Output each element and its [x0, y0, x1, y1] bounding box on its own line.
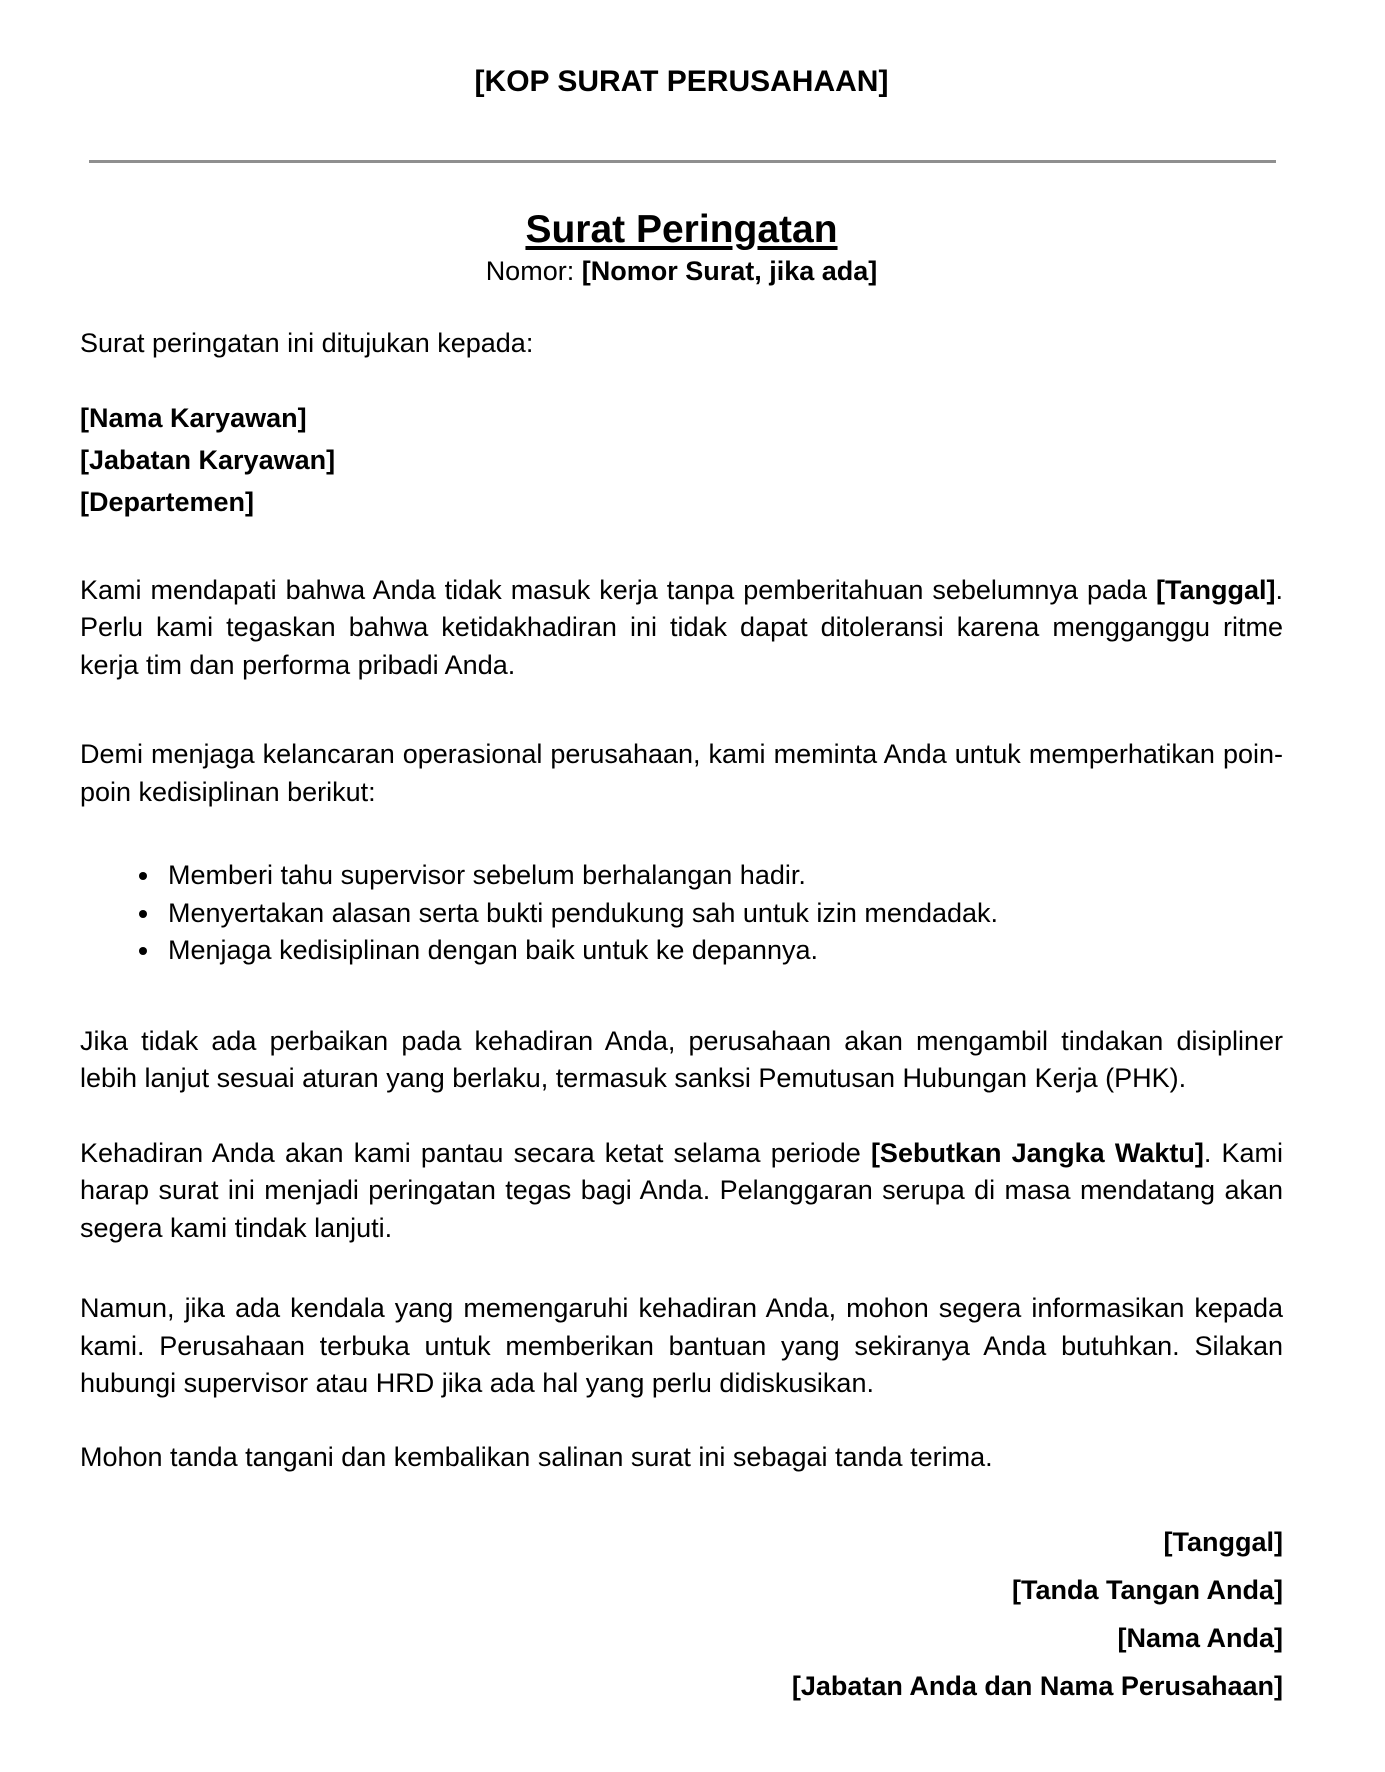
- signoff-name: [Nama Anda]: [1117, 1623, 1283, 1653]
- date-placeholder: [Tanggal]: [1156, 574, 1276, 605]
- discipline-list-item: • Menyertakan alasan serta bukti pendukung sah untuk izin mendadak.: [162, 895, 1283, 933]
- recipient-name: [Nama Karyawan]: [80, 402, 307, 433]
- signoff-position-company: [Jabatan Anda dan Nama Perusahaan]: [791, 1671, 1283, 1701]
- discipline-list: [80, 857, 1283, 970]
- paragraph-absence-text-after: . Perlu kami tegaskan bahwa ketidakhadiran ini tidak dapat ditoleransi karena mengganggu ritme kerja tim dan performa pribadi Anda.: [80, 574, 1283, 680]
- letterhead-divider: [89, 160, 1276, 163]
- paragraph-discipline-intro: Demi menjaga kelancaran operasional perusahaan, kami meminta Anda untuk memperhatikan poin-poin kedisiplinan berikut:: [80, 739, 1283, 807]
- signature-block: [80, 1518, 1283, 1710]
- signoff-signature: [Tanda Tangan Anda]: [1012, 1575, 1283, 1605]
- paragraph-support-offer: Namun, jika ada kendala yang memengaruhi kehadiran Anda, mohon segera informasikan kepada kami. Perusahaan terbuka untuk memberikan bantuan yang sekiranya Anda butuhkan. Silakan hubungi supervisor atau HRD jika ada hal yang perlu didiskusikan.: [80, 1293, 1283, 1398]
- paragraph-sanction-warning: Jika tidak ada perbaikan pada kehadiran Anda, perusahaan akan mengambil tindakan disipliner lebih lanjut sesuai aturan yang berlaku, termasuk sanksi Pemutusan Hubungan Kerja (PHK).: [80, 1025, 1283, 1093]
- discipline-list-item: • Menjaga kedisiplinan dengan baik untuk ke depannya.: [162, 932, 1283, 970]
- discipline-list-item: • Memberi tahu supervisor sebelum berhalangan hadir.: [162, 857, 1283, 895]
- letter-title: Surat Peringatan: [525, 208, 838, 251]
- recipient-position: [Jabatan Karyawan]: [80, 444, 336, 475]
- paragraph-monitoring: [80, 1135, 1283, 1248]
- recipient-block: [80, 397, 1283, 523]
- paragraph-sign-request: Mohon tanda tangani dan kembalikan salinan surat ini sebagai tanda terima.: [80, 1441, 993, 1472]
- letter-number-label: Nomor:: [485, 256, 582, 286]
- letter-number-line: [80, 252, 1283, 290]
- signoff-date: [Tanggal]: [1163, 1527, 1283, 1557]
- paragraph-monitoring-text-before: Kehadiran Anda akan kami pantau secara ketat selama periode: [80, 1137, 871, 1168]
- paragraph-monitoring-text-after: . Kami harap surat ini menjadi peringatan tegas bagi Anda. Pelanggaran serupa di masa mendatang akan segera kami tindak lanjuti.: [80, 1137, 1284, 1243]
- letter-number-value: [Nomor Surat, jika ada]: [581, 256, 878, 286]
- letterhead-placeholder: [KOP SURAT PERUSAHAAN]: [474, 65, 889, 98]
- paragraph-absence-notice: [80, 572, 1283, 685]
- period-placeholder: [Sebutkan Jangka Waktu]: [870, 1137, 1204, 1168]
- recipient-department: [Departemen]: [80, 486, 255, 517]
- paragraph-absence-text-before: Kami mendapati bahwa Anda tidak masuk kerja tanpa pemberitahuan sebelumnya pada: [80, 574, 1156, 605]
- intro-line: Surat peringatan ini ditujukan kepada:: [80, 328, 534, 358]
